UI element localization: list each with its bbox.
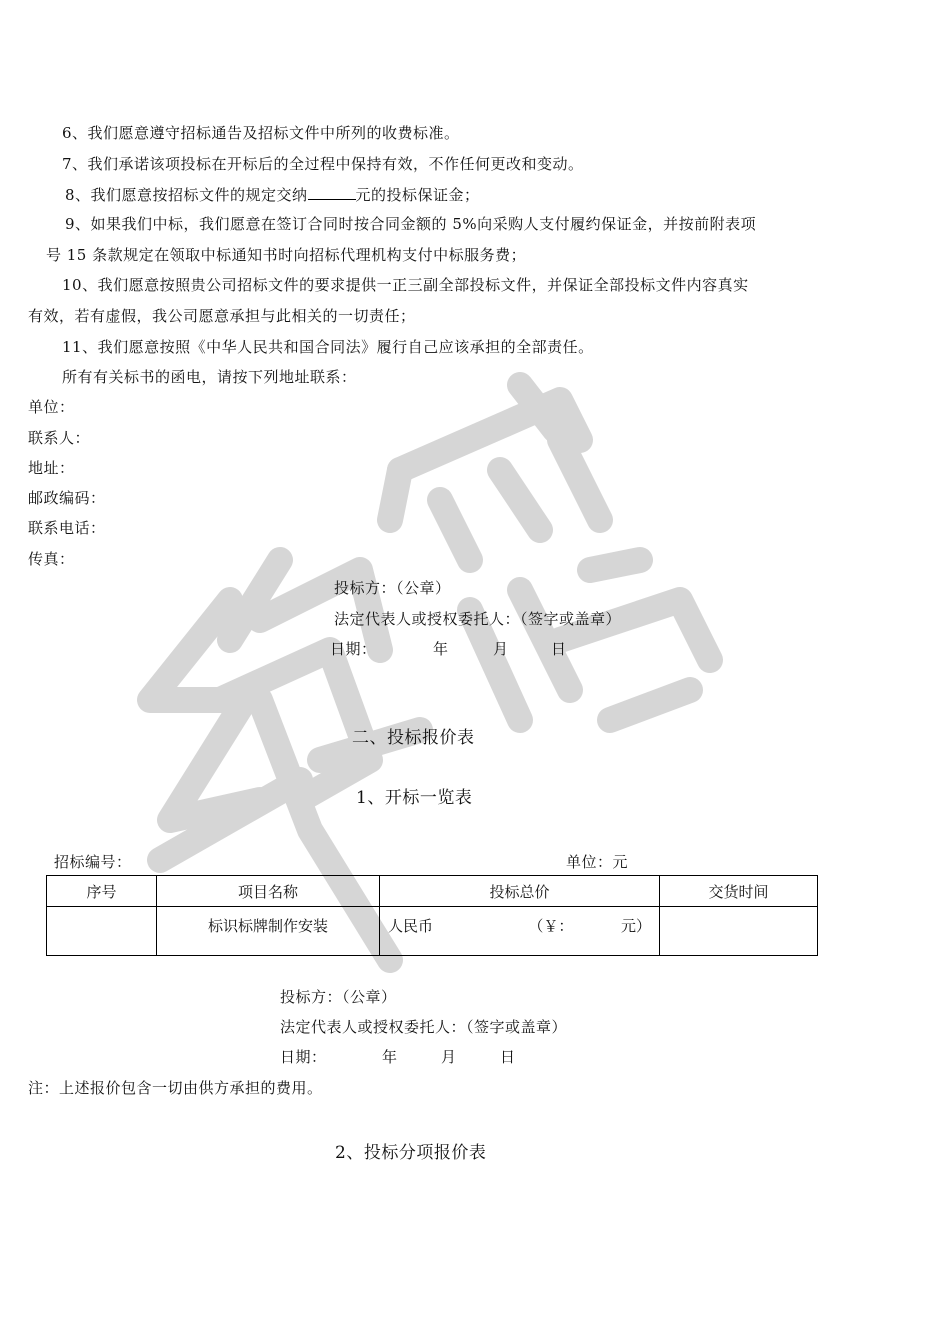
table-title: 1、开标一览表 xyxy=(356,788,473,808)
date-year-2: 年 xyxy=(382,1048,398,1066)
contact-fax-label: 传真： xyxy=(28,550,75,568)
promise-11: 11、我们愿意按照《中华人民共和国合同法》履行自己应该承担的全部责任。 xyxy=(62,338,594,356)
promise-9-cont: 号 15 条款规定在领取中标通知书时向招标代理机构支付中标服务费； xyxy=(46,246,527,264)
header-item-name: 项目名称 xyxy=(157,876,380,907)
bidder-seal-1: 投标方：（公章） xyxy=(334,579,451,597)
cell-delivery-time xyxy=(660,907,818,956)
cell-total-price xyxy=(380,907,660,956)
date-month-2: 月 xyxy=(441,1048,457,1066)
section-title: 二、投标报价表 xyxy=(352,728,475,748)
representative-2: 法定代表人或授权委托人：（签字或盖章） xyxy=(280,1018,568,1036)
bidder-seal-2: 投标方：（公章） xyxy=(280,988,397,1006)
bid-opening-table xyxy=(46,875,818,956)
date-label-1: 日期： xyxy=(330,640,377,658)
contact-phone-label: 联系电话： xyxy=(28,519,106,537)
price-amount: （￥： 元） xyxy=(528,917,651,935)
promise-8-prefix: 8、我们愿意按招标文件的规定交纳 xyxy=(65,186,308,204)
table-row xyxy=(47,907,818,956)
bid-number-label: 招标编号： xyxy=(54,853,132,871)
header-delivery-time: 交货时间 xyxy=(660,876,818,907)
price-note: 注：上述报价包含一切由供方承担的费用。 xyxy=(28,1079,323,1097)
unit-label: 单位：元 xyxy=(566,853,629,871)
representative-1: 法定代表人或授权委托人：（签字或盖章） xyxy=(334,610,622,628)
contact-person-label: 联系人： xyxy=(28,429,91,447)
promise-8 xyxy=(65,184,480,205)
contact-unit-label: 单位： xyxy=(28,398,75,416)
cell-item-name: 标识标牌制作安装 xyxy=(157,907,380,956)
date-month-1: 月 xyxy=(493,640,509,658)
promise-8-suffix: 元的投标保证金； xyxy=(355,186,480,204)
date-day-2: 日 xyxy=(500,1048,516,1066)
date-label-2: 日期： xyxy=(280,1048,327,1066)
promise-6: 6、我们愿意遵守招标通告及招标文件中所列的收费标准。 xyxy=(62,124,460,142)
date-day-1: 日 xyxy=(551,640,567,658)
cell-index xyxy=(47,907,157,956)
promise-9: 9、如果我们中标，我们愿意在签订合同时按合同金额的 5%向采购人支付履约保证金，并按前附表项 xyxy=(65,215,757,233)
promise-10-cont: 有效，若有虚假，我公司愿意承担与此相关的一切责任； xyxy=(28,307,416,325)
itemized-table-title: 2、投标分项报价表 xyxy=(335,1143,487,1163)
promise-10: 10、我们愿意按照贵公司招标文件的要求提供一正三副全部投标文件，并保证全部投标文件内容真实 xyxy=(62,276,749,294)
contact-intro: 所有有关标书的函电，请按下列地址联系： xyxy=(62,368,357,386)
date-year-1: 年 xyxy=(433,640,449,658)
deposit-blank xyxy=(308,184,356,200)
contact-postcode-label: 邮政编码： xyxy=(28,489,106,507)
contact-address-label: 地址： xyxy=(28,459,75,477)
header-index: 序号 xyxy=(47,876,157,907)
table-header-row xyxy=(47,876,818,907)
price-currency: 人民币 xyxy=(388,917,434,935)
header-total-price: 投标总价 xyxy=(380,876,660,907)
promise-7: 7、我们承诺该项投标在开标后的全过程中保持有效，不作任何更改和变动。 xyxy=(62,155,584,173)
